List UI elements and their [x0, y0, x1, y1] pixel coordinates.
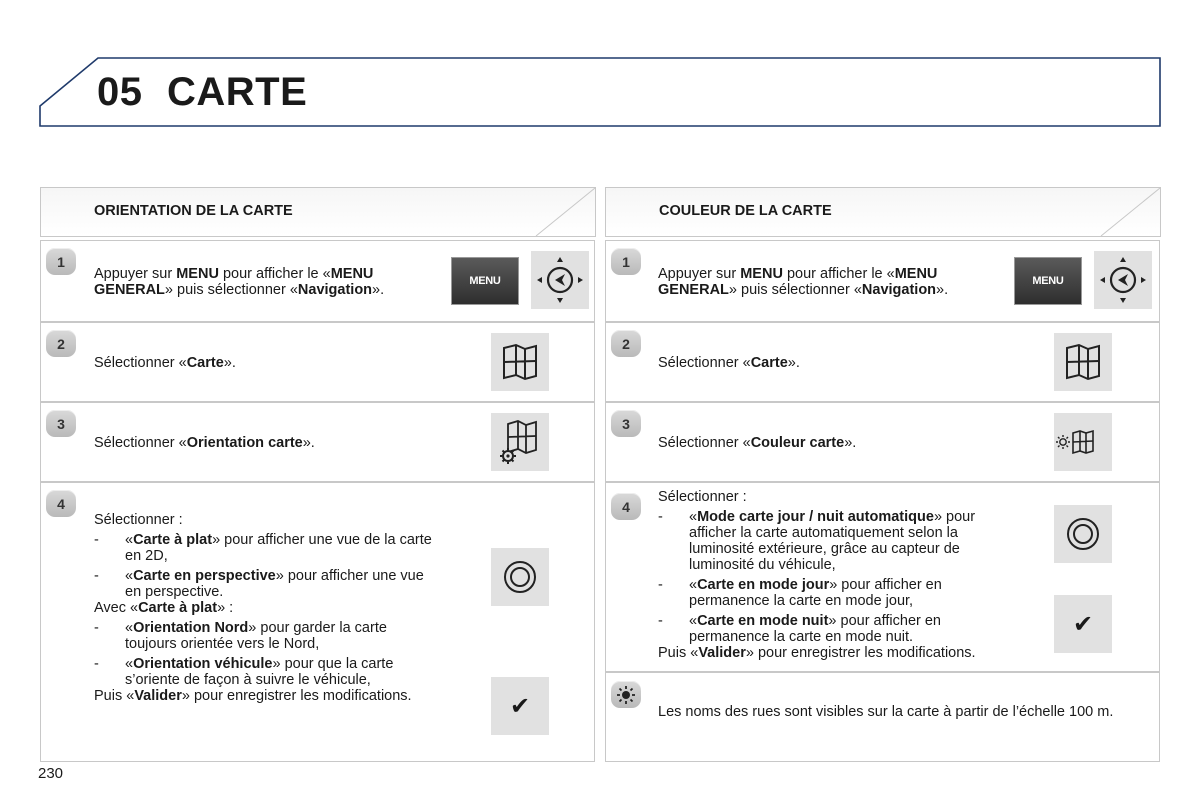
- tip-text: Les noms des rues sont visibles sur la carte à partir de l’échelle 100 m.: [658, 704, 1114, 720]
- tip-lightbulb-icon: [611, 681, 641, 708]
- left-step-1: [40, 240, 595, 322]
- right-tip-box: [605, 672, 1160, 762]
- bullet-item: - «Carte à plat» pour afficher une vue de la carte en 2D,: [94, 532, 432, 564]
- left-step-3: [40, 402, 595, 482]
- section-title-text: ORIENTATION DE LA CARTE: [94, 203, 293, 219]
- section-title-couleur: [605, 187, 1161, 237]
- map-icon: [491, 333, 549, 391]
- check-icon: ✔: [1054, 595, 1112, 653]
- section-title-text: COULEUR DE LA CARTE: [659, 203, 832, 219]
- title-corner-decoration: [534, 187, 596, 237]
- step-badge: 4: [611, 493, 641, 520]
- step-text: Sélectionner : - «Mode carte jour / nuit automatique» pour afficher la carte automatiquement selon la luminosité extérieure, grâce au capteur de luminosité du véhicule, - «Carte en mode jour» pour afficher en permanence la carte en mode jour, - «Carte en mode nuit» pour afficher en permanence la carte en mode nuit. Puis «Valider» pour enregistrer les modifications.: [658, 489, 1003, 661]
- step-badge: 3: [611, 410, 641, 437]
- step-badge: 3: [46, 410, 76, 437]
- bullet-item: - «Carte en perspective» pour afficher une vue en perspective.: [94, 568, 424, 600]
- map-icon: [1054, 333, 1112, 391]
- target-circle-icon: [491, 548, 549, 606]
- step-text: Sélectionner «Carte».: [94, 355, 236, 371]
- bullet-item: - «Mode carte jour / nuit automatique» pour afficher la carte automatiquement selon la luminosité extérieure, grâce au capteur de luminosité du véhicule,: [658, 509, 976, 573]
- step-text: Sélectionner «Carte».: [658, 355, 800, 371]
- day-night-map-icon: [1054, 413, 1112, 471]
- right-step-4: [605, 482, 1160, 672]
- left-step-2: [40, 322, 595, 402]
- bullet-item: - «Orientation véhicule» pour que la carte s’oriente de façon à suivre le véhicule,: [94, 656, 394, 688]
- navigation-dial-icon: [1094, 251, 1152, 309]
- right-step-2: [605, 322, 1160, 402]
- step-text: Appuyer sur MENU pour afficher le «MENU GENERAL» puis sélectionner «Navigation».: [94, 266, 385, 298]
- step-text: Sélectionner : - «Carte à plat» pour afficher une vue de la carte en 2D, - «Carte en perspective» pour afficher une vue en perspective. Avec «Carte à plat» : - «Orientation Nord» pour garder la carte toujours orientée vers le Nord, - «Orientation véhicule» pour que la carte s’oriente de façon à suivre le véhicule, Puis «Valider» pour enregistrer les modifications.: [94, 512, 439, 704]
- right-step-1: [605, 240, 1160, 322]
- menu-button-icon: MENU: [451, 257, 519, 305]
- title-corner-decoration: [1099, 187, 1161, 237]
- right-step-3: [605, 402, 1160, 482]
- navigation-dial-icon: [531, 251, 589, 309]
- left-step-4: [40, 482, 595, 762]
- step-badge: 2: [611, 330, 641, 357]
- bullet-item: - «Orientation Nord» pour garder la carte toujours orientée vers le Nord,: [94, 620, 387, 652]
- step-text: Sélectionner «Couleur carte».: [658, 435, 857, 451]
- step-badge: 4: [46, 490, 76, 517]
- step-badge: 1: [611, 248, 641, 275]
- chapter-title: CARTE: [167, 70, 308, 114]
- bullet-item: - «Carte en mode nuit» pour afficher en permanence la carte en mode nuit.: [658, 613, 941, 645]
- step-badge: 2: [46, 330, 76, 357]
- check-icon: ✔: [491, 677, 549, 735]
- step-text: Appuyer sur MENU pour afficher le «MENU GENERAL» puis sélectionner «Navigation».: [658, 266, 949, 298]
- target-circle-icon: [1054, 505, 1112, 563]
- menu-button-icon: MENU: [1014, 257, 1082, 305]
- step-badge: 1: [46, 248, 76, 275]
- section-title-orientation: [40, 187, 596, 237]
- bullet-item: - «Carte en mode jour» pour afficher en permanence la carte en mode jour,: [658, 577, 942, 609]
- page-number: 230: [38, 765, 64, 782]
- step-text: Sélectionner «Orientation carte».: [94, 435, 315, 451]
- map-orientation-icon: [491, 413, 549, 471]
- chapter-number: 05: [97, 70, 143, 114]
